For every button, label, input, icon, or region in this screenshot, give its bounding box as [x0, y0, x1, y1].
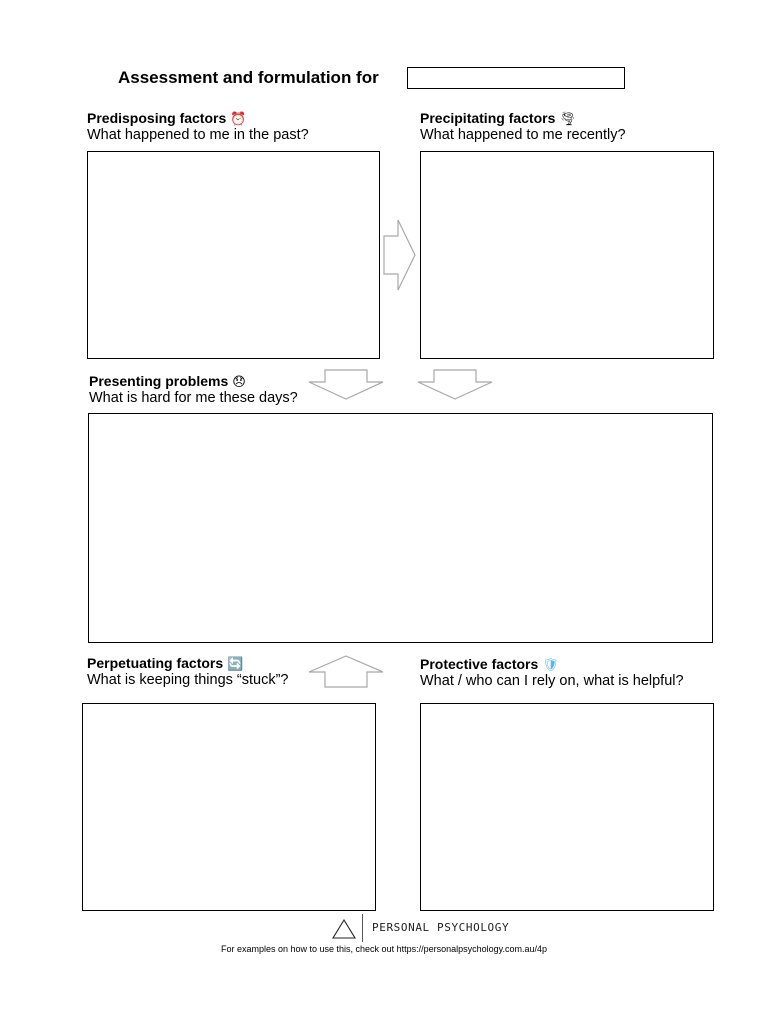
presenting-heading — [89, 373, 246, 390]
logo-divider — [362, 914, 363, 942]
right-arrow-icon — [383, 218, 417, 292]
footer-note — [0, 944, 768, 954]
alarm-clock-icon: ⏰ — [230, 111, 247, 126]
up-arrow-icon — [307, 655, 385, 688]
precipitating-box[interactable] — [420, 151, 714, 359]
page-title: Assessment and formulation for — [118, 68, 379, 87]
predisposing-box[interactable] — [87, 151, 380, 359]
logo-text: PERSONAL PSYCHOLOGY — [372, 921, 510, 934]
presenting-title: Presenting problems — [89, 373, 229, 389]
disappointed-face-icon: 😞 — [232, 374, 246, 389]
predisposing-heading — [87, 110, 246, 127]
name-field[interactable] — [407, 67, 625, 89]
perpetuating-heading — [87, 655, 243, 672]
protective-box[interactable] — [420, 703, 714, 911]
precipitating-question: What happened to me recently? — [420, 127, 626, 143]
perpetuating-question: What is keeping things “stuck”? — [87, 672, 289, 688]
perpetuating-title: Perpetuating factors — [87, 655, 224, 671]
tornado-icon: 🌪 — [559, 111, 576, 126]
protective-question: What / who can I rely on, what is helpful? — [420, 673, 684, 689]
shield-icon: 🛡 — [542, 657, 559, 672]
predisposing-title: Predisposing factors — [87, 110, 227, 126]
presenting-question: What is hard for me these days? — [89, 390, 298, 406]
perpetuating-box[interactable] — [82, 703, 376, 911]
protective-title: Protective factors — [420, 656, 539, 672]
predisposing-question: What happened to me in the past? — [87, 127, 309, 143]
protective-heading — [420, 656, 559, 673]
down-arrow-icon — [307, 369, 385, 400]
repeat-icon: 🔄 — [227, 656, 244, 671]
footer-text: For examples on how to use this, check out https://personalpsychology.com.au/4p — [220, 944, 547, 954]
presenting-box[interactable] — [88, 413, 713, 643]
triangle-logo-icon — [331, 918, 357, 945]
precipitating-heading — [420, 110, 576, 127]
down-arrow-icon — [416, 369, 494, 400]
precipitating-title: Precipitating factors — [420, 110, 556, 126]
